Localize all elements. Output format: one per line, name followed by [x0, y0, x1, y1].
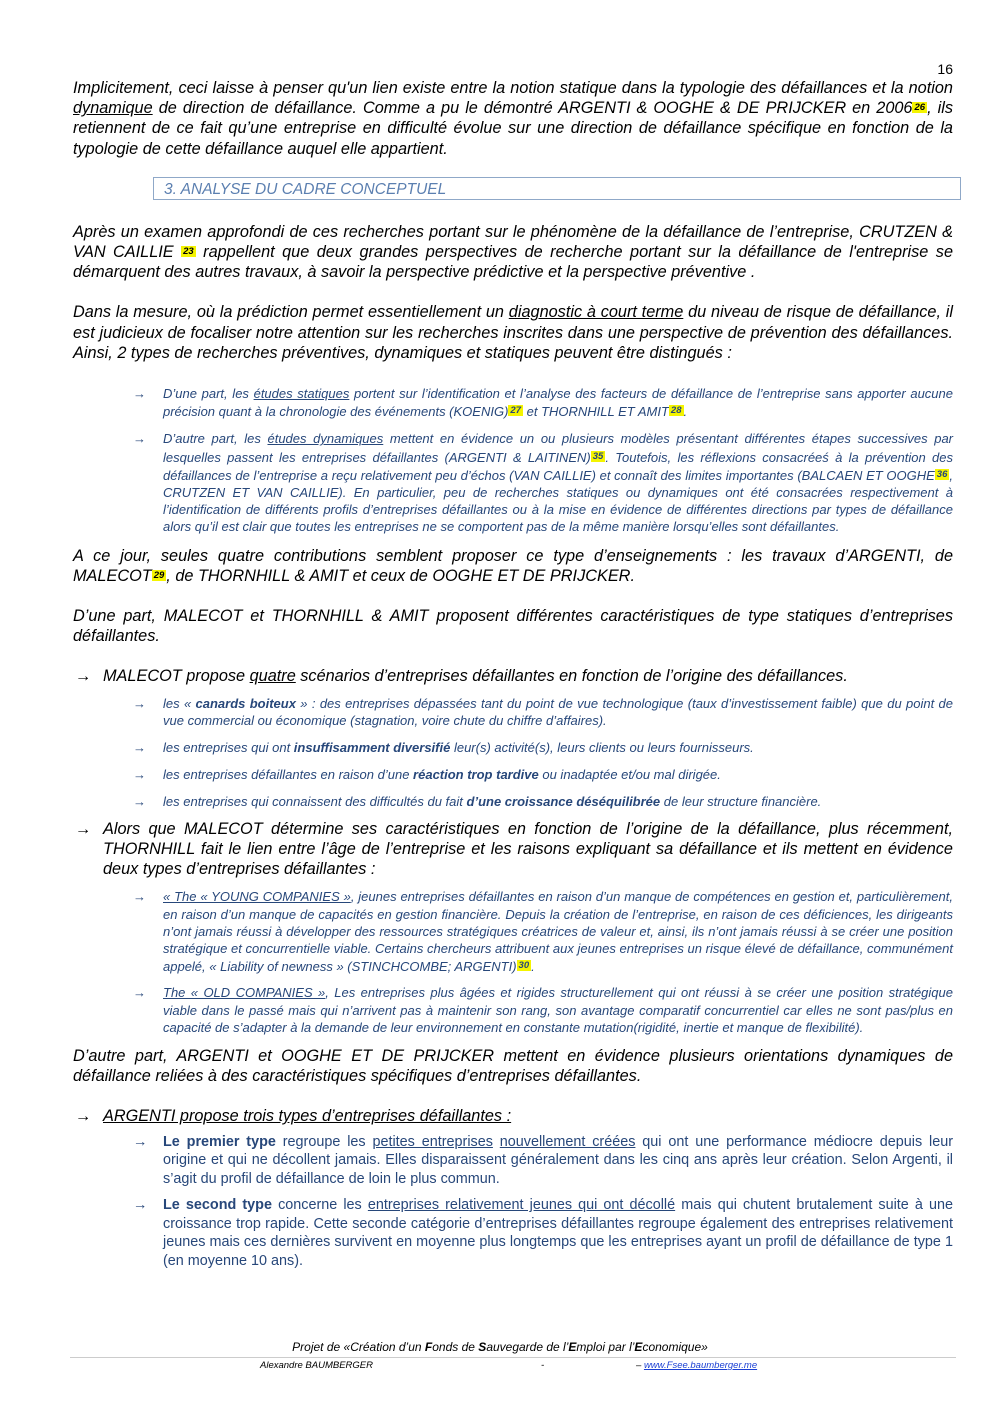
- arrow-icon: →: [133, 695, 146, 711]
- bold-text: Le premier type: [163, 1133, 276, 1150]
- text: mettent en évidence un ou plusieurs modèles présentant différentes étapes successives par lesquelles passent les entreprises défaillantes (ARGENTI & LAITINEN): [163, 431, 953, 465]
- text: .: [683, 404, 688, 420]
- text: regroupe les: [275, 1133, 373, 1150]
- paragraph-crutzen: [73, 222, 953, 283]
- text: .: [531, 959, 535, 975]
- list-item-dynamic-studies: [73, 430, 953, 535]
- text: les entreprises qui connaissent des difficultés du fait: [163, 794, 467, 810]
- text: A ce jour, seules quatre contributions semblent proposer ce type d’enseignements : les travaux d’ARGENTI, de MALECOT: [73, 546, 953, 585]
- bold-letter: E: [568, 1340, 577, 1354]
- text: auvegarde de l’: [486, 1340, 569, 1354]
- list-item-argenti: [73, 1106, 953, 1126]
- text: Implicitement, ceci laisse à penser qu'un lien existe entre la notion statique dans la typologie des défaillances et la notion: [73, 79, 953, 97]
- text: concerne les: [271, 1197, 368, 1214]
- list-item-second-type: [73, 1196, 953, 1270]
- footnote-ref[interactable]: 36: [936, 468, 948, 480]
- underlined-text: études dynamiques: [267, 431, 384, 447]
- footer-project-title: [0, 1340, 1000, 1354]
- text: –: [636, 1360, 642, 1371]
- text: et THORNHILL ET AMIT: [523, 404, 669, 420]
- footnote-ref[interactable]: 35: [592, 450, 604, 462]
- arrow-icon: →: [75, 819, 92, 838]
- underlined-text: entreprises relativement jeunes qui ont décollé: [367, 1197, 676, 1214]
- page-number: 16: [937, 61, 953, 77]
- footer-author: Alexandre BAUMBERGER: [260, 1360, 373, 1371]
- bold-text: canards boiteux: [195, 695, 296, 711]
- footer-url-wrap: [636, 1360, 757, 1371]
- underlined-text: ARGENTI propose trois types d’entreprises défaillantes :: [103, 1107, 512, 1126]
- text: rappellent que deux grandes perspectives de recherche portant sur la défaillance de l'entreprise se démarquent des autres travaux, à savoir la perspective prédictive et la perspective préventive .: [73, 243, 953, 282]
- footer-separator: -: [541, 1360, 545, 1371]
- footnote-ref[interactable]: 28: [670, 405, 682, 417]
- text: Dans la mesure, où la prédiction permet essentiellement un: [73, 303, 509, 322]
- text: les entreprises défaillantes en raison d’une: [163, 767, 414, 783]
- arrow-icon: →: [133, 767, 146, 783]
- arrow-icon: →: [133, 889, 146, 905]
- arrow-icon: →: [133, 1197, 148, 1214]
- list-item-canards-boiteux: [73, 695, 953, 729]
- text: , ils retiennent de ce fait qu’une entreprise en difficulté évolue sur une direction de défaillance spécifique en fonction de la typologie de cette défaillance auquel elle appartient.: [73, 99, 953, 158]
- arrow-icon: →: [133, 740, 146, 756]
- text: qui ont une performance médiocre depuis leur origine et qui ne décollent jamais. Elles disparaissent généralement dans les cinq ans après leur création. Selon Argenti, il s’agit du profil de défaillance de loin le plus commun.: [163, 1133, 954, 1187]
- list-item-diversification: [73, 739, 953, 756]
- text: , jeunes entreprises défaillantes en raison d’un manque de compétences en gestion et, particulièrement, en raison d’un manque de capacités en gestion financière. Depuis la création de l’entreprise, en raison de ces déficiences, les dirigeants n’ont jamais réussi à développer des ressources stratégiques créatrices de valeur et, ainsi, ils n’ont jamais réussi à se créer une position stratégique et concurrentielle viable. Certains chercheurs attribuent aux jeunes entreprises un risque élevé de défaillance, communément appelé, « Liability of newness » (STINCHCOMBE; ARGENTI): [163, 889, 953, 975]
- text: [493, 1134, 500, 1150]
- text: , CRUTZEN ET VAN CAILLIE). En particulier, peu de recherches statiques ou dynamiques ont été consacrées respectivement à l’identification de différents profils d’entreprises défaillantes ou à la mise en évidence de différentes directions par types de défaillance alors qu’il est clair que toutes les entreprises ne se comportent pas de la même manière lorsqu’elles sont défaillantes.: [163, 467, 953, 535]
- underlined-text: diagnostic à court terme: [508, 303, 684, 322]
- text: . Toutefois, les réflexions consacréeś à la prévention des défaillances de l’entreprise a reçu relativement peu d’échos (VAN CAILLIE) et connaît des limites importantes (BALCAEN ET OOGHE: [163, 449, 953, 483]
- page-body: [73, 78, 953, 1270]
- arrow-icon: →: [75, 1107, 92, 1126]
- underlined-text: études statiques: [253, 386, 350, 402]
- list-item-first-type: [73, 1133, 953, 1189]
- text: les «: [163, 695, 196, 711]
- bold-text: réaction trop tardive: [413, 767, 539, 783]
- paragraph-malecot-thornhill: D’une part, MALECOT et THORNHILL & AMIT proposent différentes caractéristiques de type statiques d’entreprises défaillantes.: [73, 607, 953, 646]
- list-item-thornhill: [73, 819, 953, 880]
- text: portent sur l’identification et l’analyse des facteurs de défaillance de l’entreprise sans apporter aucune précision quant à la chronologie des événements (KOENIG): [163, 386, 953, 420]
- arrow-icon: →: [133, 1133, 148, 1150]
- arrow-icon: →: [133, 985, 146, 1001]
- text: conomique»: [642, 1340, 708, 1354]
- paragraph-contributions: [73, 546, 953, 586]
- arrow-icon: →: [133, 386, 146, 402]
- text: Alors que MALECOT détermine ses caractéristiques en fonction de l’origine de la défaillance, plus récemment, THORNHILL fait le lien entre l’âge de l’entreprise et les raisons expliquant sa défaillance et ils mettent en évidence deux types d’entreprises défaillantes :: [103, 819, 953, 879]
- underlined-text: quatre: [249, 667, 296, 686]
- paragraph-argenti-ooghe: D’autre part, ARGENTI et OOGHE ET DE PRIJCKER mettent en évidence plusieurs orientations dynamiques de défaillance reliées à des caractéristiques spécifiques d’entreprises défaillantes.: [73, 1046, 953, 1086]
- underlined-text: nouvellement créées: [499, 1133, 636, 1150]
- text: de direction de défaillance. Comme a pu le démontré ARGENTI & OOGHE & DE PRIJCKER en 2006: [152, 99, 913, 118]
- bold-letter: E: [634, 1340, 643, 1354]
- text: , Les entreprises plus âgées et rigides structurellement qui ont réussi à se créer une position stratégique viable dans le passé mais qui n’arrivent pas à maintenir son rang, son avantage comparatif concurrentiel car elles ne sont pas/plus en capacité de s’adapter à la demande de leur environnement en constante mutation(rigidité, inertie et manque de flexibilité).: [163, 985, 953, 1035]
- list-item-unbalanced-growth: [73, 793, 953, 810]
- footnote-ref[interactable]: 30: [518, 960, 530, 972]
- section-heading: 3. ANALYSE DU CADRE CONCEPTUEL: [153, 177, 961, 200]
- arrow-icon: →: [133, 794, 146, 810]
- text: Projet de «Création d’un: [292, 1340, 425, 1354]
- footnote-ref[interactable]: 27: [510, 405, 521, 417]
- text: D’autre part, les: [163, 431, 268, 447]
- text: les entreprises qui ont: [163, 740, 294, 756]
- bold-letter: F: [424, 1340, 433, 1354]
- underlined-text: « The « YOUNG COMPANIES »: [163, 889, 351, 905]
- underlined-text: The « OLD COMPANIES »: [163, 985, 326, 1001]
- paragraph-prediction: [73, 302, 953, 363]
- footer-url-link[interactable]: www.Fsee.baumberger.me: [643, 1360, 758, 1371]
- text: mais qui chutent brutalement suite à une croissance trop rapide. Cette seconde catégorie d’entreprises défaillantes regroupe également des entreprises relativement jeunes mais ces dernières survivent en moyenne plus longtemps que les entreprises ayant un profil de défaillance de type 1 (en moyenne 10 ans).: [163, 1197, 954, 1269]
- list-item-static-studies: [73, 385, 953, 420]
- text: scénarios d’entreprises défaillantes en fonction de l’origine des défaillances.: [295, 667, 848, 686]
- text: de leur structure financière.: [660, 794, 822, 810]
- footnote-ref[interactable]: 23: [183, 246, 194, 258]
- text: du niveau de risque de défaillance, il est judicieux de focaliser notre attention sur les recherches inscrites dans une perspective de prévention des défaillances. Ainsi, 2 types de recherches préventives, dynamiques et statiques peuvent être distingués :: [73, 303, 953, 362]
- paragraph-intro: [73, 78, 953, 159]
- list-item-malecot: [73, 666, 953, 686]
- underlined-text: dynamique: [73, 99, 153, 118]
- text: leur(s) activité(s), leurs clients ou leurs fournisseurs.: [450, 740, 754, 756]
- arrow-icon: →: [133, 431, 146, 447]
- bold-letter: S: [478, 1340, 487, 1354]
- bold-text: insuffisamment diversifié: [293, 740, 451, 756]
- underlined-text: petites entreprises: [372, 1133, 493, 1150]
- bold-text: Le second type: [163, 1197, 272, 1214]
- footnote-ref[interactable]: 29: [153, 569, 165, 581]
- footer-divider: [70, 1357, 956, 1358]
- list-item-young-companies: [73, 888, 953, 975]
- text: D’une part, les: [163, 386, 254, 402]
- text: onds de: [432, 1340, 479, 1354]
- text: mploi par l’: [576, 1340, 635, 1354]
- text: , de THORNHILL & AMIT et ceux de OOGHE ET DE PRIJCKER.: [166, 566, 635, 585]
- text: » : des entreprises dépassées tant du point de vue technologique (taux d’investissement faible) que du point de vue commercial ou économique (stagnation, voire chute du chiffre d’affaires).: [163, 695, 953, 728]
- text: Après un examen approfondi de ces recherches portant sur le phénomène de la défaillance de l’entreprise, CRUTZEN & VAN CAILLIE: [73, 222, 953, 262]
- footnote-ref[interactable]: 26: [914, 102, 926, 114]
- bold-text: d’une croissance déséquilibrée: [466, 794, 661, 810]
- text: MALECOT propose: [103, 667, 250, 686]
- text: ou inadaptée et/ou mal dirigée.: [538, 767, 721, 783]
- list-item-old-companies: [73, 984, 953, 1036]
- list-item-late-reaction: [73, 766, 953, 783]
- arrow-icon: →: [75, 667, 92, 686]
